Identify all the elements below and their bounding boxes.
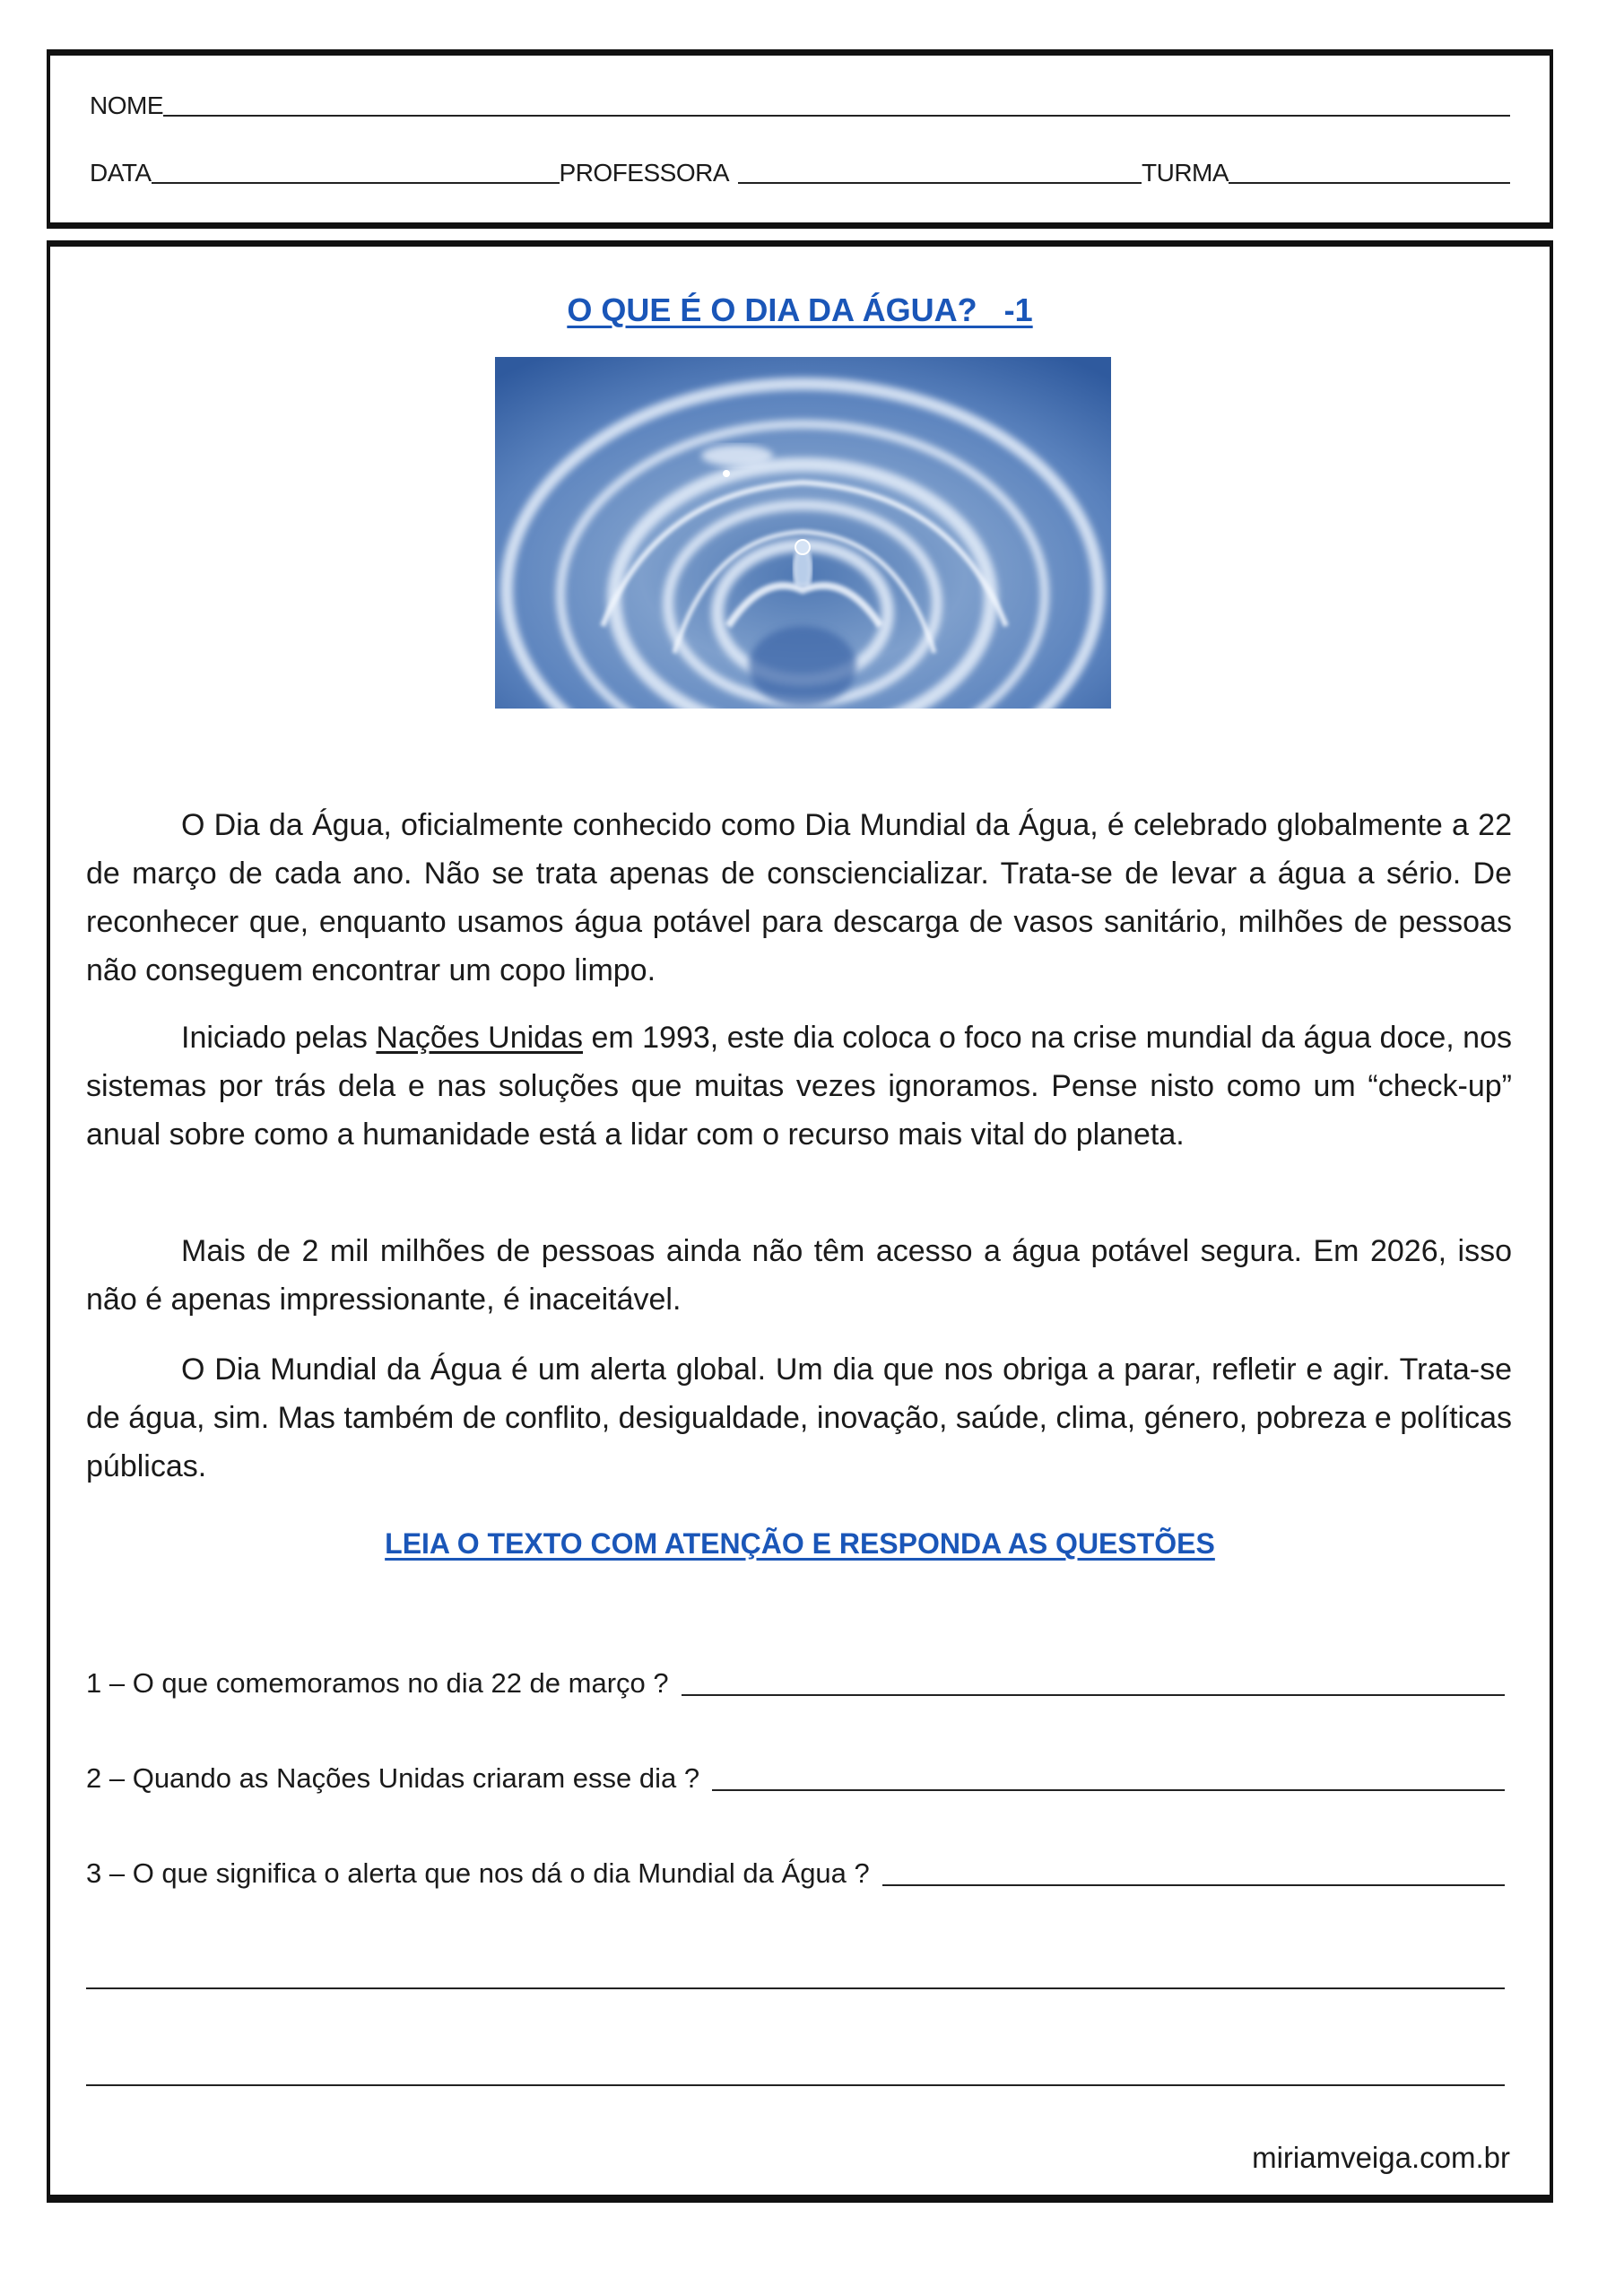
- date-teacher-class-row: [90, 159, 1510, 187]
- question-1-text: 1 – O que comemoramos no dia 22 de março ?: [86, 1667, 669, 1699]
- water-ripple-illustration: [495, 357, 1111, 709]
- teacher-field[interactable]: [738, 182, 1142, 184]
- question-3-answer-line-2[interactable]: [86, 1987, 1505, 1989]
- teacher-label: PROFESSORA: [559, 159, 730, 187]
- question-2-answer-field[interactable]: [712, 1789, 1505, 1791]
- question-3-answer-line-3[interactable]: [86, 2084, 1505, 2086]
- question-3-text: 3 – O que significa o alerta que nos dá o dia Mundial da Água ?: [86, 1857, 870, 1889]
- worksheet-title: O QUE É O DIA DA ÁGUA? -1: [567, 291, 1033, 328]
- question-1: [86, 1667, 1505, 1700]
- date-field[interactable]: [152, 182, 560, 184]
- name-row: [90, 91, 1510, 120]
- paragraph-2-rest: em 1993, este dia coloca o foco na crise mundial da água doce, nos sistemas por trás dela e nas soluções que muitas vezes ignoramos. Pense nisto como um “check-up” anual sobre como a humanidade está a lidar com o recurso mais vital do planeta.: [86, 1021, 1513, 1152]
- class-field[interactable]: [1229, 182, 1510, 184]
- united-nations-link[interactable]: Nações Unidas: [376, 1021, 583, 1055]
- question-2-text: 2 – Quando as Nações Unidas criaram esse dia ?: [86, 1762, 700, 1794]
- student-info-box: [47, 49, 1553, 229]
- paragraph-4: O Dia Mundial da Água é um alerta global. Um dia que nos obriga a parar, refletir e agir. Trata-se de água, sim. Mas também de conflito, desigualdade, inovação, saúde, clima, género, pobreza e políticas públicas.: [86, 1352, 1512, 1483]
- name-field[interactable]: [163, 115, 1510, 117]
- paragraph-3: Mais de 2 mil milhões de pessoas ainda não têm acesso a água potável segura. Em 2026, isso não é apenas impressionante, é inaceitável.: [86, 1234, 1512, 1317]
- instructions-heading: LEIA O TEXTO COM ATENÇÃO E RESPONDA AS QUESTÕES: [385, 1527, 1215, 1560]
- question-3-answer-field[interactable]: [882, 1884, 1505, 1886]
- date-label: DATA: [90, 159, 152, 187]
- name-label: NOME: [90, 91, 163, 119]
- worksheet-box: [47, 240, 1553, 2203]
- class-label: TURMA: [1142, 159, 1229, 187]
- footer-website: miriamveiga.com.br: [1252, 2141, 1510, 2174]
- paragraph-2-start: Iniciado pelas: [181, 1021, 377, 1055]
- question-3: [86, 1857, 1505, 1890]
- question-2: [86, 1762, 1505, 1795]
- water-drop-image: [495, 357, 1111, 709]
- paragraph-1: O Dia da Água, oficialmente conhecido como Dia Mundial da Água, é celebrado globalmente a 22 de março de cada ano. Não se trata apenas de consciencializar. Trata-se de levar a água a sério. De reconhecer que, enquanto usamos água potável para descarga de vasos sanitário, milhões de pessoas não conseguem encontrar um copo limpo.: [86, 808, 1512, 987]
- question-1-answer-field[interactable]: [682, 1694, 1505, 1696]
- paragraph-2: [86, 1013, 1512, 1159]
